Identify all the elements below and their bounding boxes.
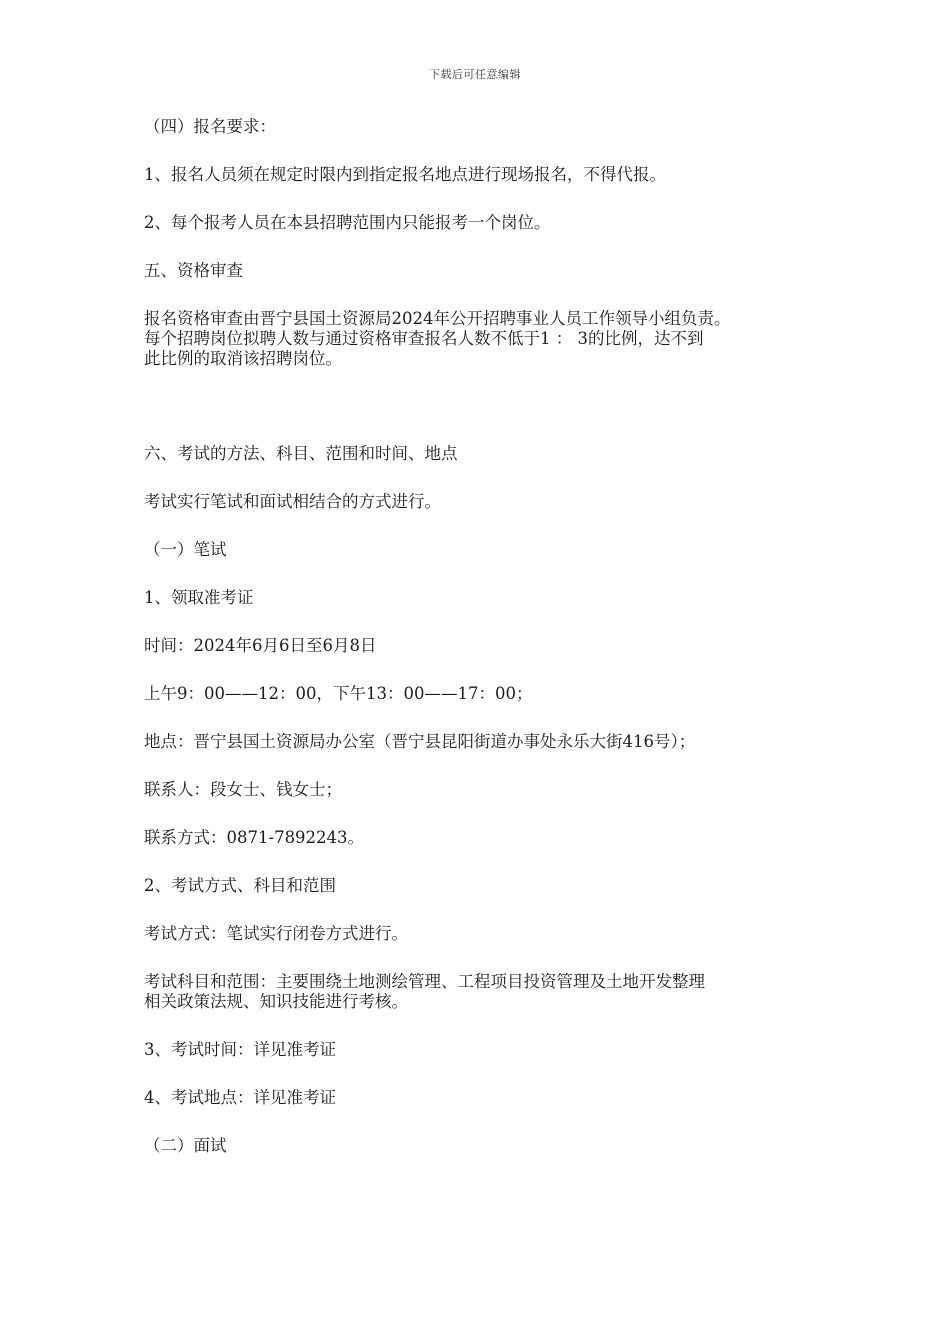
paragraph-contact-person: 联系人：段女士、钱女士；: [144, 780, 342, 799]
subheading-written-exam: （一）笔试: [144, 540, 227, 559]
spacer: [144, 397, 824, 444]
paragraph-exam-format: 考试实行笔试和面试相结合的方式进行。: [144, 492, 441, 511]
paragraph-ticket-hours: 上午9：00——12：00，下午13：00——17：00；: [144, 684, 533, 703]
paragraph-qualification-review: [144, 309, 824, 369]
subheading-interview: （二）面试: [144, 1136, 227, 1155]
paragraph-registration-rule-2: 2、每个报考人员在本县招聘范围内只能报考一个岗位。: [144, 213, 551, 232]
document-body: [144, 117, 824, 1184]
item-exam-time: 3、考试时间：详见准考证: [144, 1040, 336, 1059]
section-heading-qualification-review: 五、资格审查: [144, 261, 243, 280]
paragraph-exam-subjects: [144, 972, 824, 1012]
paragraph-contact-phone: 联系方式：0871-7892243。: [144, 828, 365, 847]
page-header-note: 下载后可任意编辑: [429, 68, 521, 81]
item-admission-ticket: 1、领取准考证: [144, 588, 254, 607]
item-exam-method-subjects: 2、考试方式、科目和范围: [144, 876, 336, 895]
paragraph-line: 此比例的取消该招聘岗位。: [144, 349, 342, 368]
paragraph-registration-rule-1: 1、报名人员须在规定时限内到指定报名地点进行现场报名，不得代报。: [144, 165, 666, 184]
section-heading-registration-requirements: （四）报名要求：: [144, 117, 276, 136]
item-exam-location: 4、考试地点：详见准考证: [144, 1088, 336, 1107]
paragraph-line: 每个招聘岗位拟聘人数与通过资格审查报名人数不低于1 ： 3的比例，达不到: [144, 329, 704, 348]
paragraph-line: 考试科目和范围：主要围绕土地测绘管理、工程项目投资管理及土地开发整理: [144, 972, 705, 991]
paragraph-line: 报名资格审查由晋宁县国土资源局2024年公开招聘事业人员工作领导小组负责。: [144, 309, 731, 328]
section-heading-exam: 六、考试的方法、科目、范围和时间、地点: [144, 444, 458, 463]
paragraph-ticket-location: 地点：晋宁县国土资源局办公室（晋宁县昆阳街道办事处永乐大街416号）；: [144, 732, 696, 751]
paragraph-ticket-date: 时间：2024年6月6日至6月8日: [144, 636, 377, 655]
paragraph-exam-method: 考试方式：笔试实行闭卷方式进行。: [144, 924, 408, 943]
paragraph-line: 相关政策法规、知识技能进行考核。: [144, 992, 408, 1011]
